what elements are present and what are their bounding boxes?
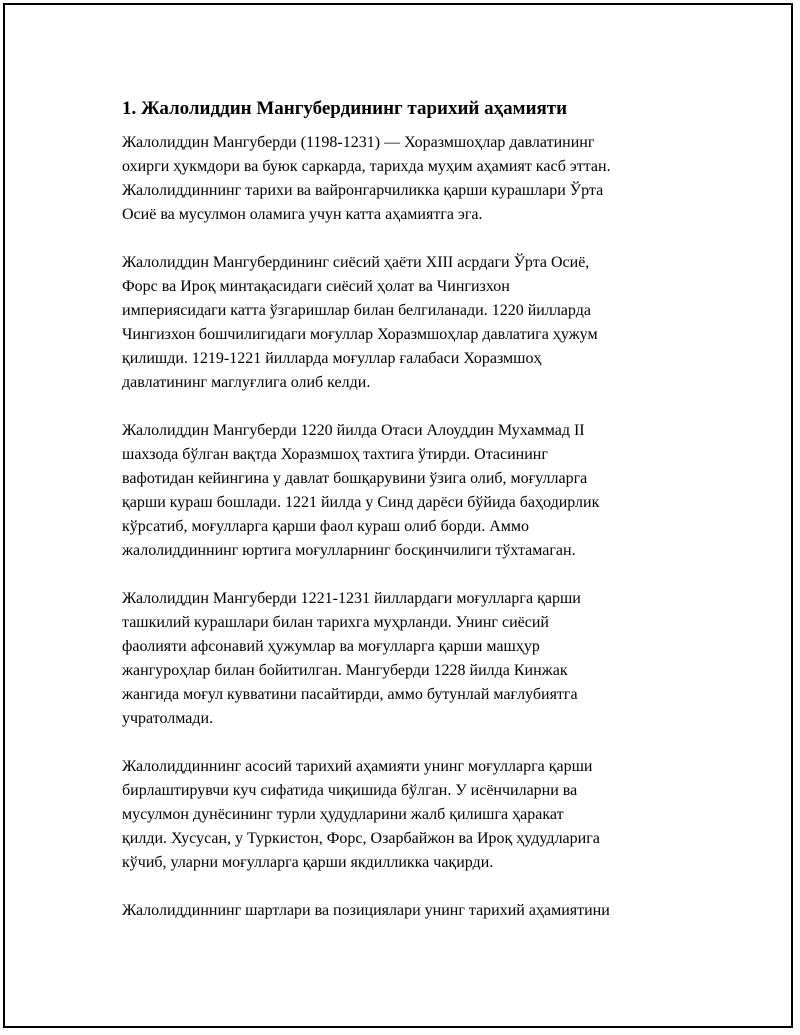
paragraph-line: шахзода бўлган вақтда Хоразмшоҳ тахтига ўтирди. Отасининг — [122, 446, 548, 463]
paragraph-line: вафотидан кейингина у давлат бошқарувини ўзига олиб, моғулларга — [122, 470, 588, 487]
paragraph-line: ташкилий курашлари билан тарихга муҳрланди. Унинг сиёсий — [122, 614, 549, 631]
paragraph — [122, 251, 692, 395]
paragraph-line: охирги ҳукмдори ва буюк саркарда, тарихда муҳим аҳамият касб эттан. — [122, 158, 611, 175]
paragraph-line: Жалолиддиннинг шартлари ва позициялари унинг тарихий аҳамиятини — [122, 902, 610, 919]
paragraph-line: фаолияти афсонавий ҳужумлар ва моғулларга қарши машҳур — [122, 638, 540, 655]
paragraph-line: бирлаштирувчи куч сифатида чиқишида бўлган. У исёнчиларни ва — [122, 782, 578, 799]
paragraph-line: қарши кураш бошлади. 1221 йилда у Синд дарёси бўйида баҳодирлик — [122, 494, 600, 511]
paragraph — [122, 131, 692, 227]
paragraph — [122, 755, 692, 875]
paragraph-line: мусулмон дунёсининг турли ҳудудларини жалб қилишга ҳаракат — [122, 806, 564, 823]
document-body — [122, 97, 692, 947]
paragraph-line: Жалолиддин Мангубердининг сиёсий ҳаёти XIII асрдаги Ўрта Осиё, — [122, 254, 590, 271]
paragraph-line: жангида моғул кувватини пасайтирди, аммо бутунлай мағлубиятга — [122, 686, 578, 703]
paragraph-line: Жалолиддиннинг асосий тарихий аҳамияти унинг моғулларга қарши — [122, 758, 593, 775]
paragraph-list — [122, 131, 692, 923]
paragraph-line: Жалолиддин Мангуберди 1221-1231 йиллардаги моғулларга қарши — [122, 590, 581, 607]
paragraph-line: жангуроҳлар билан бойитилган. Мангуберди 1228 йилда Кинжак — [122, 662, 568, 679]
paragraph-line: Жалолиддиннинг тарихи ва вайронгарчиликка қарши курашлари Ўрта — [122, 182, 604, 199]
document-page — [3, 3, 793, 1028]
paragraph — [122, 419, 692, 563]
paragraph-line: кўрсатиб, моғулларга қарши фаол кураш олиб борди. Аммо — [122, 518, 530, 535]
paragraph-line: кўчиб, уларни моғулларга қарши якдилликка чақирди. — [122, 854, 494, 871]
paragraph-line: Жалолиддин Мангуберди (1198-1231) — Хоразмшоҳлар давлатининг — [122, 134, 595, 151]
paragraph-line: Осиё ва мусулмон оламига учун катта аҳамиятга эга. — [122, 206, 483, 223]
paragraph-line: Жалолиддин Мангуберди 1220 йилда Отаси Алоуддин Мухаммад II — [122, 422, 585, 439]
paragraph-line: қилди. Хусусан, у Туркистон, Форс, Озарбайжон ва Ироқ ҳудудларига — [122, 830, 600, 847]
section-heading: 1. Жалолиддин Мангубердининг тарихий аҳамияти — [122, 98, 568, 119]
paragraph-line: жалолиддиннинг юртига моғулларнинг босқинчилиги тўхтамаган. — [122, 542, 576, 559]
paragraph-line: империясидаги катта ўзгаришлар билан белгиланади. 1220 йилларда — [122, 302, 591, 319]
paragraph-line: Форс ва Ироқ минтақасидаги сиёсий ҳолат ва Чингизхон — [122, 278, 510, 295]
paragraph-line: қилишди. 1219-1221 йилларда моғуллар ғалабаси Хоразмшоҳ — [122, 350, 542, 367]
paragraph-line: давлатининг маглуғлига олиб келди. — [122, 374, 371, 391]
paragraph-line: учратолмади. — [122, 710, 214, 727]
paragraph-line: Чингизхон бошчилигидаги моғуллар Хоразмшоҳлар давлатига ҳужум — [122, 326, 598, 343]
paragraph — [122, 899, 692, 923]
paragraph — [122, 587, 692, 731]
